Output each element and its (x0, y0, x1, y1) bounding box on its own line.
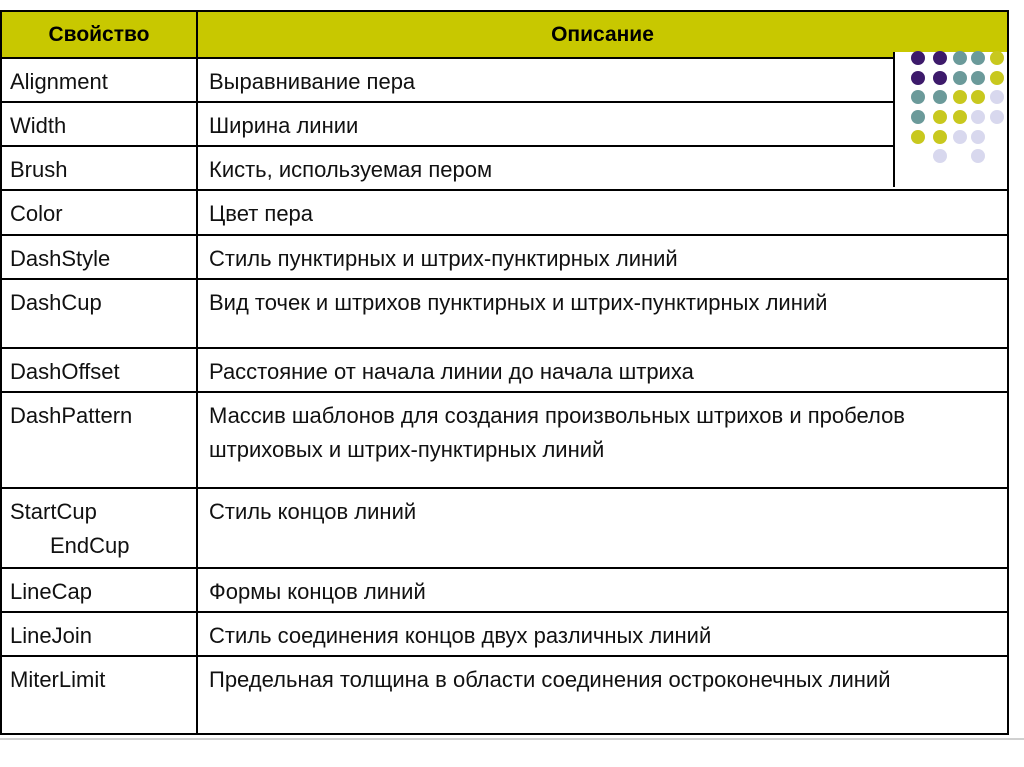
property-cell (1, 488, 197, 568)
decorative-dot (933, 149, 947, 163)
decorative-dot (933, 130, 947, 144)
table-header-row (1, 11, 1008, 58)
description-cell: Массив шаблонов для создания произвольных штрихов и пробелов штриховых и штрих-пунктирных линий (197, 392, 1008, 488)
properties-table (0, 10, 1009, 735)
decorative-dot (990, 71, 1004, 85)
table-row (1, 568, 1008, 612)
decorative-dot (933, 51, 947, 65)
bottom-rule (0, 738, 1024, 740)
table-row (1, 190, 1008, 235)
table-row (1, 58, 1008, 102)
decorative-dot (911, 71, 925, 85)
table-row (1, 612, 1008, 656)
description-cell: Предельная толщина в области соединения остроконечных линий (197, 656, 1008, 734)
property-cell: MiterLimit (1, 656, 197, 734)
decorative-dot (971, 130, 985, 144)
property-cell: DashStyle (1, 235, 197, 279)
description-cell: Формы концов линий (197, 568, 1008, 612)
property-cell: Alignment (1, 58, 197, 102)
decorative-dot (933, 110, 947, 124)
table-row (1, 392, 1008, 488)
decorative-dot (911, 51, 925, 65)
decorative-dot (971, 90, 985, 104)
decorative-dot (971, 71, 985, 85)
description-cell: Ширина линии (197, 102, 1008, 146)
property-cell: DashCup (1, 279, 197, 348)
property-cell: DashOffset (1, 348, 197, 392)
decorative-dot (953, 71, 967, 85)
table-row (1, 279, 1008, 348)
property-cell: LineCap (1, 568, 197, 612)
decorative-dot (953, 110, 967, 124)
decorative-dot (953, 51, 967, 65)
decorative-dot (933, 90, 947, 104)
description-cell: Кисть, используемая пером (197, 146, 1008, 190)
property-cell: Width (1, 102, 197, 146)
decorative-dot (911, 130, 925, 144)
description-cell: Вид точек и штрихов пунктирных и штрих-пунктирных линий (197, 279, 1008, 348)
decorative-dot (911, 110, 925, 124)
table-row (1, 146, 1008, 190)
decorative-dot (990, 90, 1004, 104)
table-row (1, 488, 1008, 568)
table-row (1, 656, 1008, 734)
property-cell: Brush (1, 146, 197, 190)
table-row (1, 102, 1008, 146)
property-cell: LineJoin (1, 612, 197, 656)
decorative-dot (990, 51, 1004, 65)
decorative-dot (953, 90, 967, 104)
description-cell: Стиль концов линий (197, 488, 1008, 568)
decorative-dots (893, 52, 1007, 187)
decorative-dot (971, 149, 985, 163)
description-cell: Стиль соединения концов двух различных линий (197, 612, 1008, 656)
description-cell: Расстояние от начала линии до начала штриха (197, 348, 1008, 392)
header-property: Свойство (1, 11, 197, 58)
decorative-dot (953, 130, 967, 144)
decorative-dot (911, 90, 925, 104)
property-cell: Color (1, 190, 197, 235)
table-row (1, 235, 1008, 279)
decorative-dot (990, 110, 1004, 124)
decorative-dot (933, 71, 947, 85)
dots-divider (893, 52, 895, 187)
description-cell: Цвет пера (197, 190, 1008, 235)
description-cell: Выравнивание пера (197, 58, 1008, 102)
property-end-cup: EndCup (50, 533, 130, 558)
decorative-dot (971, 110, 985, 124)
property-cell: DashPattern (1, 392, 197, 488)
header-description: Описание (197, 11, 1008, 58)
description-cell: Стиль пунктирных и штрих-пунктирных линий (197, 235, 1008, 279)
decorative-dot (971, 51, 985, 65)
table-row (1, 348, 1008, 392)
property-start-cup: StartCup (10, 499, 97, 524)
